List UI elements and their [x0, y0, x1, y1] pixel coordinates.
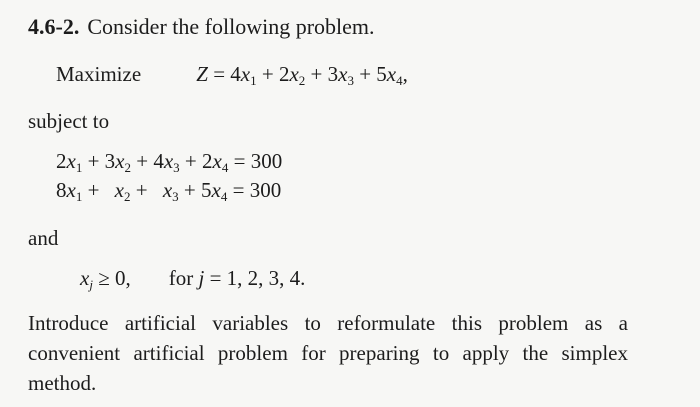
and-label: and — [28, 226, 59, 250]
nonnegativity-range: for j = 1, 2, 3, 4. — [168, 266, 306, 290]
problem-title — [28, 14, 375, 40]
instruction-paragraph: Introduce artificial variables to reformulate this problem as a convenient artificial problem for preparing to apply the simplex method. — [28, 311, 628, 395]
constraint-2: $8x_1 + x_2 + x_3 + 5x_4 = 300$ — [56, 178, 282, 204]
problem-intro: Consider the following problem. — [87, 14, 375, 39]
objective-function: $Z = 4x_1 + 2x_2 + 3x_3 + 5x_4$, — [196, 62, 408, 88]
nonnegativity-constraint — [80, 266, 305, 291]
maximize-label: Maximize — [56, 62, 142, 86]
objective-line — [56, 62, 408, 87]
constraint-1: $2x_1 + 3x_2 + 4x_3 + 2x_4 = 300$ — [56, 149, 283, 175]
problem-number: 4.6-2. — [28, 14, 80, 39]
subject-to-label: subject to — [28, 109, 110, 133]
nonnegativity-expression: $x_j \ge 0$, — [80, 266, 131, 292]
